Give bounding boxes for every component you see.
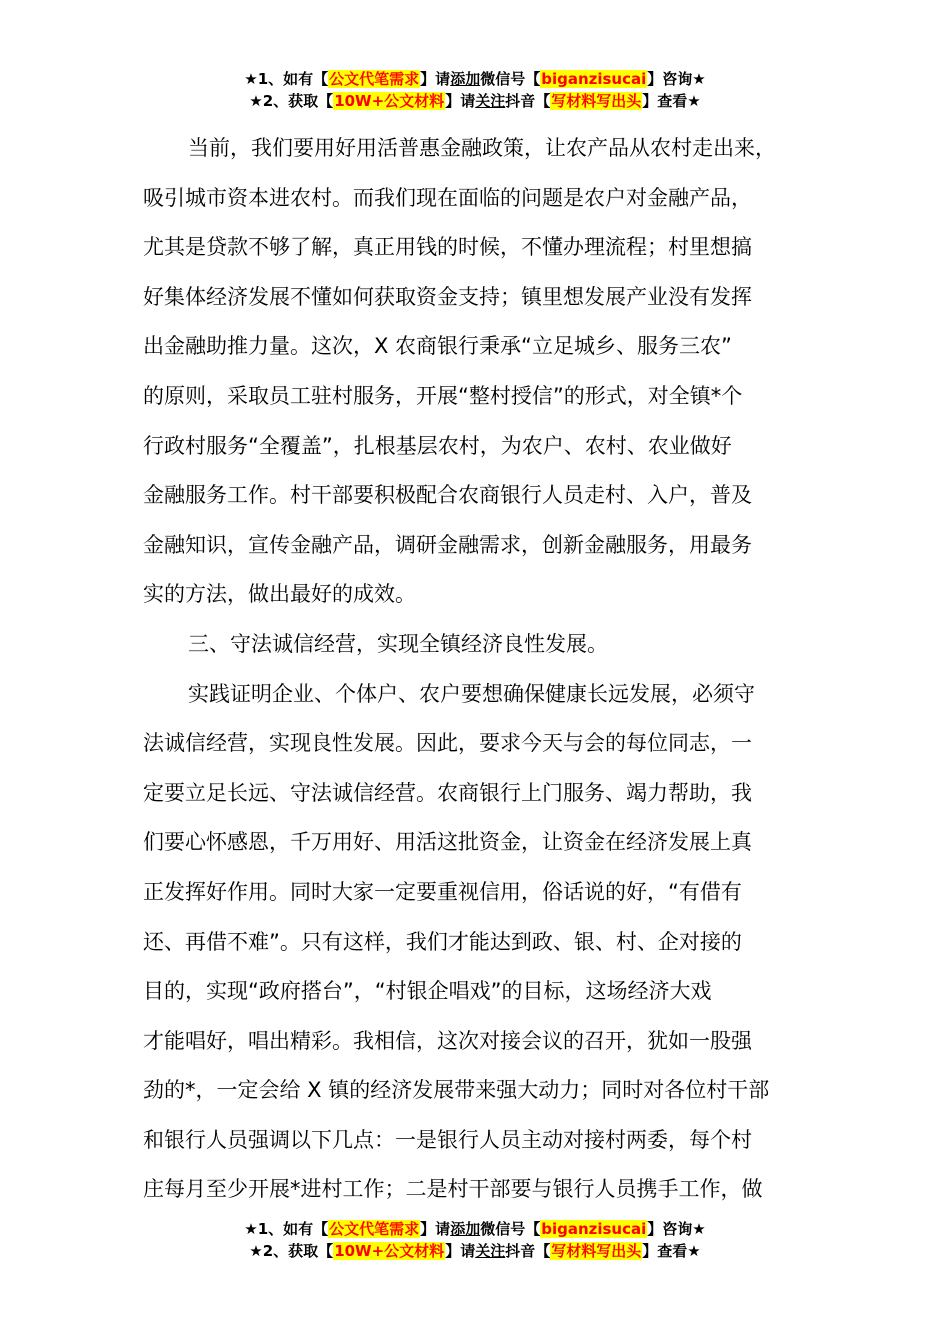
- header-line-1-text: 】咨询★: [647, 70, 706, 88]
- header-line-2-text: 抖音【: [505, 92, 551, 110]
- header-highlight-materials: 10W+公文材料: [334, 92, 445, 110]
- text-line: 的原则，采取员工驻村服务，开展“整村授信”的形式，对全镇*个: [143, 383, 743, 408]
- text-line: 法诚信经营，实现良性发展。因此，要求今天与会的每位同志，一: [143, 731, 752, 756]
- text-line: 劲的*，一定会给 X 镇的经济发展带来强大动力；同时对各位村干部: [143, 1078, 770, 1103]
- text-line: 当前，我们要用好用活普惠金融政策，让农产品从农村走出来，: [188, 136, 776, 160]
- text-line: 实的方法，做出最好的成效。: [143, 582, 416, 607]
- header-line-1-text: ★1、如有【: [244, 70, 329, 88]
- footer-highlight-materials: 10W+公文材料: [334, 1242, 445, 1260]
- text-line: 金融知识，宣传金融产品，调研金融需求，创新金融服务，用最务: [143, 532, 752, 557]
- footer-line-1-text: 添加: [450, 1220, 481, 1238]
- header-line-1: [0, 68, 950, 90]
- footer-banner: [0, 1218, 950, 1262]
- text-line: 尤其是贷款不够了解，真正用钱的时候，不懂办理流程；村里想搞: [143, 235, 752, 260]
- header-highlight-service: 公文代笔需求: [329, 70, 420, 88]
- footer-line-1-text: ★1、如有【: [244, 1220, 329, 1238]
- footer-line-2-text: 关注: [475, 1242, 506, 1260]
- footer-line-2-text: 】请: [445, 1242, 476, 1260]
- header-line-2: [0, 90, 950, 112]
- text-line: 实践证明企业、个体户、农户要想确保健康长远发展，必须守: [188, 681, 755, 706]
- footer-line-2-text: ★2、获取【: [249, 1242, 334, 1260]
- text-line: 好集体经济发展不懂如何获取资金支持；镇里想发展产业没有发挥: [143, 284, 752, 309]
- text-line: 金融服务工作。村干部要积极配合农商银行人员走村、入户，普及: [143, 483, 752, 508]
- paragraph-2: [143, 670, 843, 1216]
- footer-line-2: [0, 1240, 950, 1262]
- text-line: 们要心怀感恩，千万用好、用活这批资金，让资金在经济发展上真: [143, 830, 752, 855]
- section-heading-3: [143, 620, 843, 670]
- section-heading-text: 三、守法诚信经营，实现全镇经济良性发展。: [188, 631, 608, 656]
- text-line: 目的，实现“政府搭台”，“村银企唱戏”的目标，这场经济大戏: [143, 979, 712, 1004]
- footer-line-1-text: 】请: [420, 1220, 451, 1238]
- paragraph-1: [143, 124, 843, 620]
- header-line-2-text: 关注: [475, 92, 506, 110]
- footer-highlight-service: 公文代笔需求: [329, 1220, 420, 1238]
- footer-line-1-text: 】咨询★: [647, 1220, 706, 1238]
- text-line: 定要立足长远、守法诚信经营。农商银行上门服务、竭力帮助，我: [143, 780, 752, 805]
- text-line: 正发挥好作用。同时大家一定要重视信用，俗话说的好，“有借有: [143, 879, 742, 904]
- header-line-1-text: 微信号【: [480, 70, 541, 88]
- footer-highlight-wechat-id: biganzisucai: [541, 1220, 647, 1238]
- text-line: 行政村服务“全覆盖”，扎根基层农村，为农户、农村、农业做好: [143, 433, 732, 458]
- header-line-1-text: 】请: [420, 70, 451, 88]
- header-line-2-text: 】查看★: [642, 92, 701, 110]
- header-line-1-text: 添加: [450, 70, 481, 88]
- text-line: 和银行人员强调以下几点：一是银行人员主动对接村两委，每个村: [143, 1127, 752, 1152]
- footer-line-2-text: 】查看★: [642, 1242, 701, 1260]
- header-highlight-wechat-id: biganzisucai: [541, 70, 647, 88]
- text-line: 出金融助推力量。这次，X 农商银行秉承“立足城乡、服务三农”: [143, 334, 732, 359]
- footer-line-1: [0, 1218, 950, 1240]
- text-line: 才能唱好，唱出精彩。我相信，这次对接会议的召开，犹如一股强: [143, 1028, 752, 1053]
- text-line: 庄每月至少开展*进村工作；二是村干部要与银行人员携手工作，做: [143, 1177, 763, 1202]
- text-line: 还、再借不难”。只有这样，我们才能达到政、银、村、企对接的: [143, 929, 742, 954]
- header-line-2-text: ★2、获取【: [249, 92, 334, 110]
- footer-line-2-text: 抖音【: [505, 1242, 551, 1260]
- text-line: 吸引城市资本进农村。而我们现在面临的问题是农户对金融产品，: [143, 185, 752, 210]
- header-banner: [0, 68, 950, 112]
- header-line-2-text: 】请: [445, 92, 476, 110]
- footer-line-1-text: 微信号【: [480, 1220, 541, 1238]
- header-highlight-douyin-account: 写材料写出头: [551, 92, 642, 110]
- document-body: [143, 124, 843, 1215]
- footer-highlight-douyin-account: 写材料写出头: [551, 1242, 642, 1260]
